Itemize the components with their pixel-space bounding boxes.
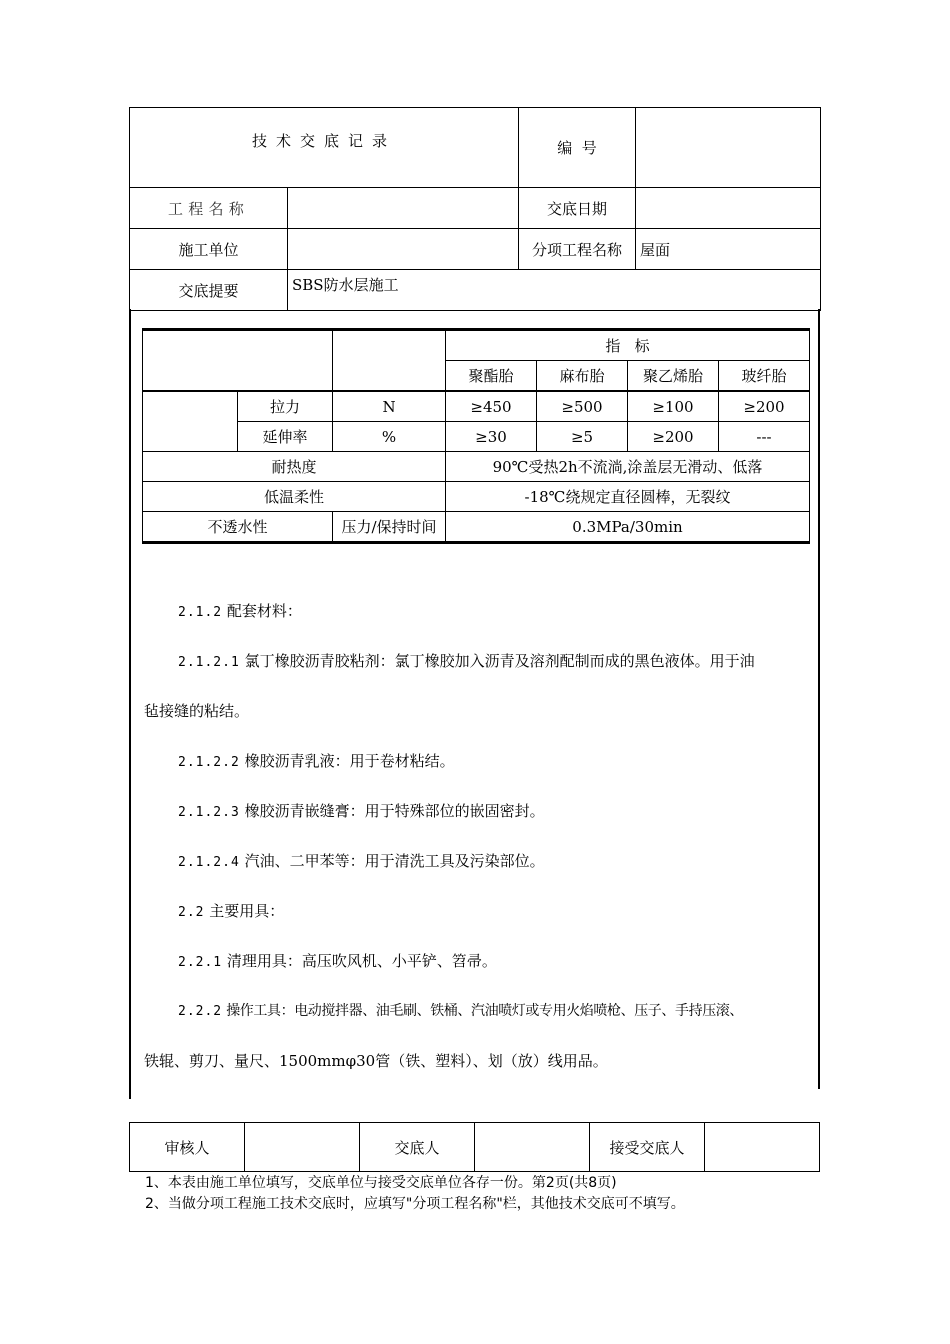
section-number: 2.1.2	[178, 605, 223, 620]
paragraph-text: 清理用具：高压吹风机、小平铲、笤帚。	[226, 952, 497, 970]
paragraph-continuation: 铁辊、剪刀、量尺、1500mmφ30管（铁、塑料）、划（放）线用品。	[144, 1052, 608, 1070]
project-name-label-cell	[130, 188, 288, 229]
column-header: 聚乙烯胎	[628, 361, 719, 392]
sub-project-value[interactable]: 屋面	[636, 229, 821, 270]
tensile-group-cell	[143, 391, 238, 452]
number-value[interactable]	[636, 108, 821, 188]
paragraph	[178, 1000, 743, 1020]
summary-label: 交底提要	[130, 270, 288, 311]
paragraph-text: 主要用具：	[209, 902, 285, 920]
column-header: 聚酯胎	[446, 361, 537, 392]
footnote-2: 2、当做分项工程施工技术交底时，应填写"分项工程名称"栏，其他技术交底可不填写。	[145, 1196, 685, 1212]
section-number: 2.2	[178, 905, 205, 920]
project-name-label: 工程名称	[167, 199, 249, 218]
low-temp-label: 低温柔性	[143, 482, 446, 512]
content-left-border	[129, 309, 131, 1099]
section-number: 2.1.2.3	[178, 805, 240, 820]
paragraph	[178, 900, 284, 921]
impermeability-unit: 压力/保持时间	[333, 512, 446, 543]
construction-unit-label: 施工单位	[130, 229, 288, 270]
paragraph	[178, 950, 497, 971]
date-value[interactable]	[636, 188, 821, 229]
receiver-label: 接受交底人	[590, 1123, 705, 1172]
row-name: 拉力	[238, 391, 333, 422]
paragraph-text: 氯丁橡胶沥青胶粘剂：氯丁橡胶加入沥青及溶剂配制而成的黑色液体。用于油	[244, 652, 755, 670]
heat-resistance-value: 90℃受热2h不流淌,涂盖层无滑动、低落	[446, 452, 810, 482]
paragraph	[178, 650, 755, 671]
form-title-cell	[130, 108, 519, 188]
paragraph-text: 汽油、二甲苯等：用于清洗工具及污染部位。	[244, 852, 545, 870]
section-number: 2.1.2.2	[178, 755, 240, 770]
section-number: 2.2.2	[178, 1004, 223, 1019]
table-cell: ≥200	[628, 422, 719, 452]
row-name: 延伸率	[238, 422, 333, 452]
content-right-border	[818, 309, 820, 1089]
reviewer-value[interactable]	[245, 1123, 360, 1172]
table-cell: ≥100	[628, 391, 719, 422]
summary-value[interactable]: SBS防水层施工	[288, 270, 821, 311]
indicator-header	[446, 330, 810, 361]
table-cell: ---	[719, 422, 810, 452]
heat-resistance-label: 耐热度	[143, 452, 446, 482]
column-header: 玻纤胎	[719, 361, 810, 392]
spec-unit-header	[333, 330, 446, 392]
date-label: 交底日期	[519, 188, 636, 229]
table-cell: ≥500	[537, 391, 628, 422]
row-unit: N	[333, 391, 446, 422]
table-cell: ≥200	[719, 391, 810, 422]
row-unit: %	[333, 422, 446, 452]
discloser-label: 交底人	[360, 1123, 475, 1172]
paragraph-continuation: 毡接缝的粘结。	[144, 702, 250, 720]
header-table	[129, 107, 821, 311]
paragraph-text: 橡胶沥青乳液：用于卷材粘结。	[244, 752, 455, 770]
project-name-value[interactable]	[288, 188, 519, 229]
spec-corner-cell	[143, 330, 333, 392]
table-cell: ≥5	[537, 422, 628, 452]
paragraph-text: 配套材料：	[226, 602, 302, 620]
construction-unit-value[interactable]	[288, 229, 519, 270]
form-title: 技术交底记录	[252, 132, 397, 150]
table-cell: ≥30	[446, 422, 537, 452]
impermeability-value: 0.3MPa/30min	[446, 512, 810, 543]
paragraph	[178, 800, 545, 821]
paragraph	[178, 600, 302, 621]
reviewer-label: 审核人	[130, 1123, 245, 1172]
paragraph	[178, 750, 455, 771]
impermeability-label: 不透水性	[143, 512, 333, 543]
sub-project-label: 分项工程名称	[519, 229, 636, 270]
receiver-value[interactable]	[705, 1123, 820, 1172]
discloser-value[interactable]	[475, 1123, 590, 1172]
number-label-cell	[519, 108, 636, 188]
indicator-label: 指 标	[605, 337, 650, 355]
number-label: 编 号	[557, 139, 597, 157]
section-number: 2.1.2.4	[178, 855, 240, 870]
paragraph	[178, 850, 545, 871]
signature-table	[129, 1122, 820, 1172]
section-number: 2.2.1	[178, 955, 223, 970]
spec-table	[142, 328, 810, 544]
low-temp-value: -18℃绕规定直径圆棒，无裂纹	[446, 482, 810, 512]
section-number: 2.1.2.1	[178, 655, 240, 670]
column-header: 麻布胎	[537, 361, 628, 392]
paragraph-text: 操作工具：电动搅拌器、油毛刷、铁桶、汽油喷灯或专用火焰喷枪、压子、手持压滚、	[226, 1003, 744, 1019]
table-cell: ≥450	[446, 391, 537, 422]
paragraph-text: 橡胶沥青嵌缝膏：用于特殊部位的嵌固密封。	[244, 802, 545, 820]
footnote-1: 1、本表由施工单位填写，交底单位与接受交底单位各存一份。第2页(共8页)	[145, 1175, 617, 1191]
